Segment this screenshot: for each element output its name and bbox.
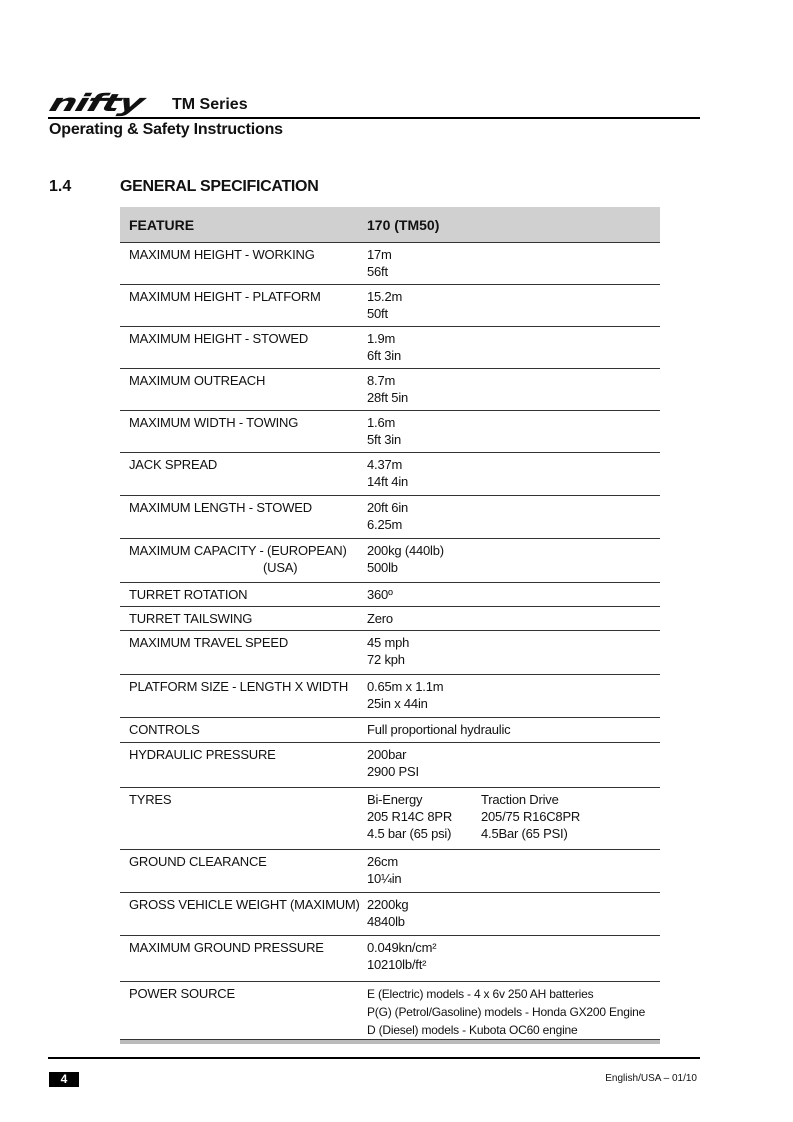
value-cell: [367, 791, 660, 849]
feature-label: TYRES: [129, 792, 172, 807]
traction-drive-value: Traction Drive: [481, 792, 559, 807]
specification-table: [120, 207, 660, 1044]
bi-energy-value: 4.5 bar (65 psi): [367, 826, 452, 841]
feature-cell: [120, 456, 367, 495]
feature-cell: [120, 634, 367, 674]
spec-value: P(G) (Petrol/Gasoline) models - Honda GX200 Engine: [367, 1005, 646, 1019]
value-cell: [367, 746, 660, 787]
spec-value: 4840lb: [367, 914, 405, 929]
spec-value: D (Diesel) models - Kubota OC60 engine: [367, 1023, 578, 1037]
header-model: 170 (TM50): [367, 217, 440, 233]
value-cell: [367, 939, 660, 981]
feature-cell: [120, 791, 367, 849]
feature-label: GROUND CLEARANCE: [129, 854, 267, 869]
table-row: [120, 583, 660, 607]
value-cell: [367, 288, 660, 326]
feature-label: PLATFORM SIZE - LENGTH X WIDTH: [129, 679, 349, 694]
feature-cell: [120, 746, 367, 787]
bi-energy-value: Bi-Energy: [367, 792, 423, 807]
spec-value: 2200kg: [367, 897, 409, 912]
value-cell: [367, 499, 660, 538]
table-row: [120, 411, 660, 453]
feature-cell: [120, 499, 367, 538]
feature-cell: [120, 330, 367, 368]
spec-value: 6ft 3in: [367, 348, 402, 363]
section-number: 1.4: [49, 178, 72, 195]
section-title: GENERAL SPECIFICATION: [120, 178, 319, 195]
spec-value: 10210lb/ft²: [367, 957, 427, 972]
feature-label: POWER SOURCE: [129, 986, 235, 1001]
feature-cell: [120, 610, 367, 630]
spec-value: 14ft 4in: [367, 474, 409, 489]
bi-energy-value: 205 R14C 8PR: [367, 809, 453, 824]
feature-cell: [120, 721, 367, 742]
feature-label: CONTROLS: [129, 722, 200, 737]
spec-value: 20ft 6in: [367, 500, 409, 515]
value-cell: [367, 456, 660, 495]
value-cell: [367, 414, 660, 452]
feature-label: MAXIMUM HEIGHT - STOWED: [129, 331, 309, 346]
spec-value: 45 mph: [367, 635, 410, 650]
series-title: TM Series: [172, 96, 248, 113]
spec-value: 2900 PSI: [367, 764, 419, 779]
feature-cell: [120, 678, 367, 717]
spec-value: 25in x 44in: [367, 696, 428, 711]
feature-cell: [120, 939, 367, 981]
table-row: [120, 675, 660, 718]
nifty-logo: nifty: [46, 89, 147, 117]
feature-cell: [120, 542, 367, 582]
table-bottom-bar: [120, 1040, 660, 1044]
spec-value: 28ft 5in: [367, 390, 409, 405]
spec-value: 4.37m: [367, 457, 403, 472]
traction-drive-value: 205/75 R16C8PR: [481, 809, 581, 824]
table-row: [120, 788, 660, 850]
spec-value: 200bar: [367, 747, 407, 762]
feature-label: MAXIMUM WIDTH - TOWING: [129, 415, 299, 430]
value-cell: [367, 853, 660, 892]
value-cell: [367, 610, 660, 630]
table-row: [120, 631, 660, 675]
spec-value: 500lb: [367, 560, 398, 575]
spec-value: 10¼in: [367, 871, 402, 886]
feature-cell: [120, 985, 367, 1039]
table-row: [120, 607, 660, 631]
spec-value: 6.25m: [367, 517, 403, 532]
value-cell: [367, 678, 660, 717]
edition-label: English/USA – 01/10: [605, 1073, 697, 1084]
feature-cell: [120, 414, 367, 452]
feature-label: JACK SPREAD: [129, 457, 218, 472]
feature-label: MAXIMUM TRAVEL SPEED: [129, 635, 289, 650]
value-cell: [367, 542, 660, 582]
spec-value: 26cm: [367, 854, 398, 869]
feature-label: MAXIMUM OUTREACH: [129, 373, 266, 388]
spec-value: 360º: [367, 587, 393, 602]
table-row: [120, 496, 660, 539]
feature-label: MAXIMUM CAPACITY - (EUROPEAN): [129, 543, 347, 558]
value-cell: [367, 896, 660, 935]
feature-label: GROSS VEHICLE WEIGHT (MAXIMUM): [129, 897, 360, 912]
feature-label: TURRET ROTATION: [129, 587, 248, 602]
feature-cell: [120, 288, 367, 326]
table-row: [120, 850, 660, 893]
feature-label-usa: (USA): [263, 560, 298, 575]
feature-cell: [120, 853, 367, 892]
spec-value: 50ft: [367, 306, 388, 321]
feature-label: MAXIMUM HEIGHT - PLATFORM: [129, 289, 321, 304]
feature-cell: [120, 896, 367, 935]
table-row: [120, 285, 660, 327]
spec-value: 56ft: [367, 264, 388, 279]
spec-value: 17m: [367, 247, 392, 262]
table-row: [120, 327, 660, 369]
table-row: [120, 243, 660, 285]
feature-label: MAXIMUM LENGTH - STOWED: [129, 500, 312, 515]
table-row: [120, 718, 660, 743]
table-row: [120, 369, 660, 411]
table-row: [120, 743, 660, 788]
value-cell: [367, 634, 660, 674]
traction-drive-value: 4.5Bar (65 PSI): [481, 826, 568, 841]
table-row: [120, 453, 660, 496]
value-cell: [367, 721, 660, 742]
feature-cell: [120, 586, 367, 606]
value-cell: [367, 246, 660, 284]
spec-value: E (Electric) models - 4 x 6v 250 AH batteries: [367, 987, 594, 1001]
table-row: [120, 982, 660, 1040]
table-header: [120, 207, 660, 243]
spec-value: 8.7m: [367, 373, 396, 388]
footer-divider: [48, 1057, 700, 1059]
feature-cell: [120, 372, 367, 410]
spec-value: 15.2m: [367, 289, 403, 304]
value-cell: [367, 586, 660, 606]
page-number: 4: [49, 1072, 79, 1087]
spec-value: 0.65m x 1.1m: [367, 679, 444, 694]
table-row: [120, 539, 660, 583]
spec-value: 1.9m: [367, 331, 396, 346]
feature-label: TURRET TAILSWING: [129, 611, 253, 626]
spec-value: 5ft 3in: [367, 432, 402, 447]
value-cell: [367, 330, 660, 368]
document-subtitle: Operating & Safety Instructions: [49, 121, 283, 138]
spec-value: 0.049kn/cm²: [367, 940, 437, 955]
table-row: [120, 893, 660, 936]
table-row: [120, 936, 660, 982]
feature-label: MAXIMUM HEIGHT - WORKING: [129, 247, 315, 262]
feature-cell: [120, 246, 367, 284]
spec-value: Zero: [367, 611, 393, 626]
spec-value: Full proportional hydraulic: [367, 722, 511, 737]
feature-label: HYDRAULIC PRESSURE: [129, 747, 276, 762]
value-cell: [367, 372, 660, 410]
spec-value: 200kg (440lb): [367, 543, 444, 558]
spec-value: 1.6m: [367, 415, 396, 430]
value-cell: [367, 985, 660, 1039]
spec-value: 72 kph: [367, 652, 405, 667]
feature-label: MAXIMUM GROUND PRESSURE: [129, 940, 324, 955]
header-divider: [48, 117, 700, 119]
header-feature: FEATURE: [129, 217, 195, 233]
